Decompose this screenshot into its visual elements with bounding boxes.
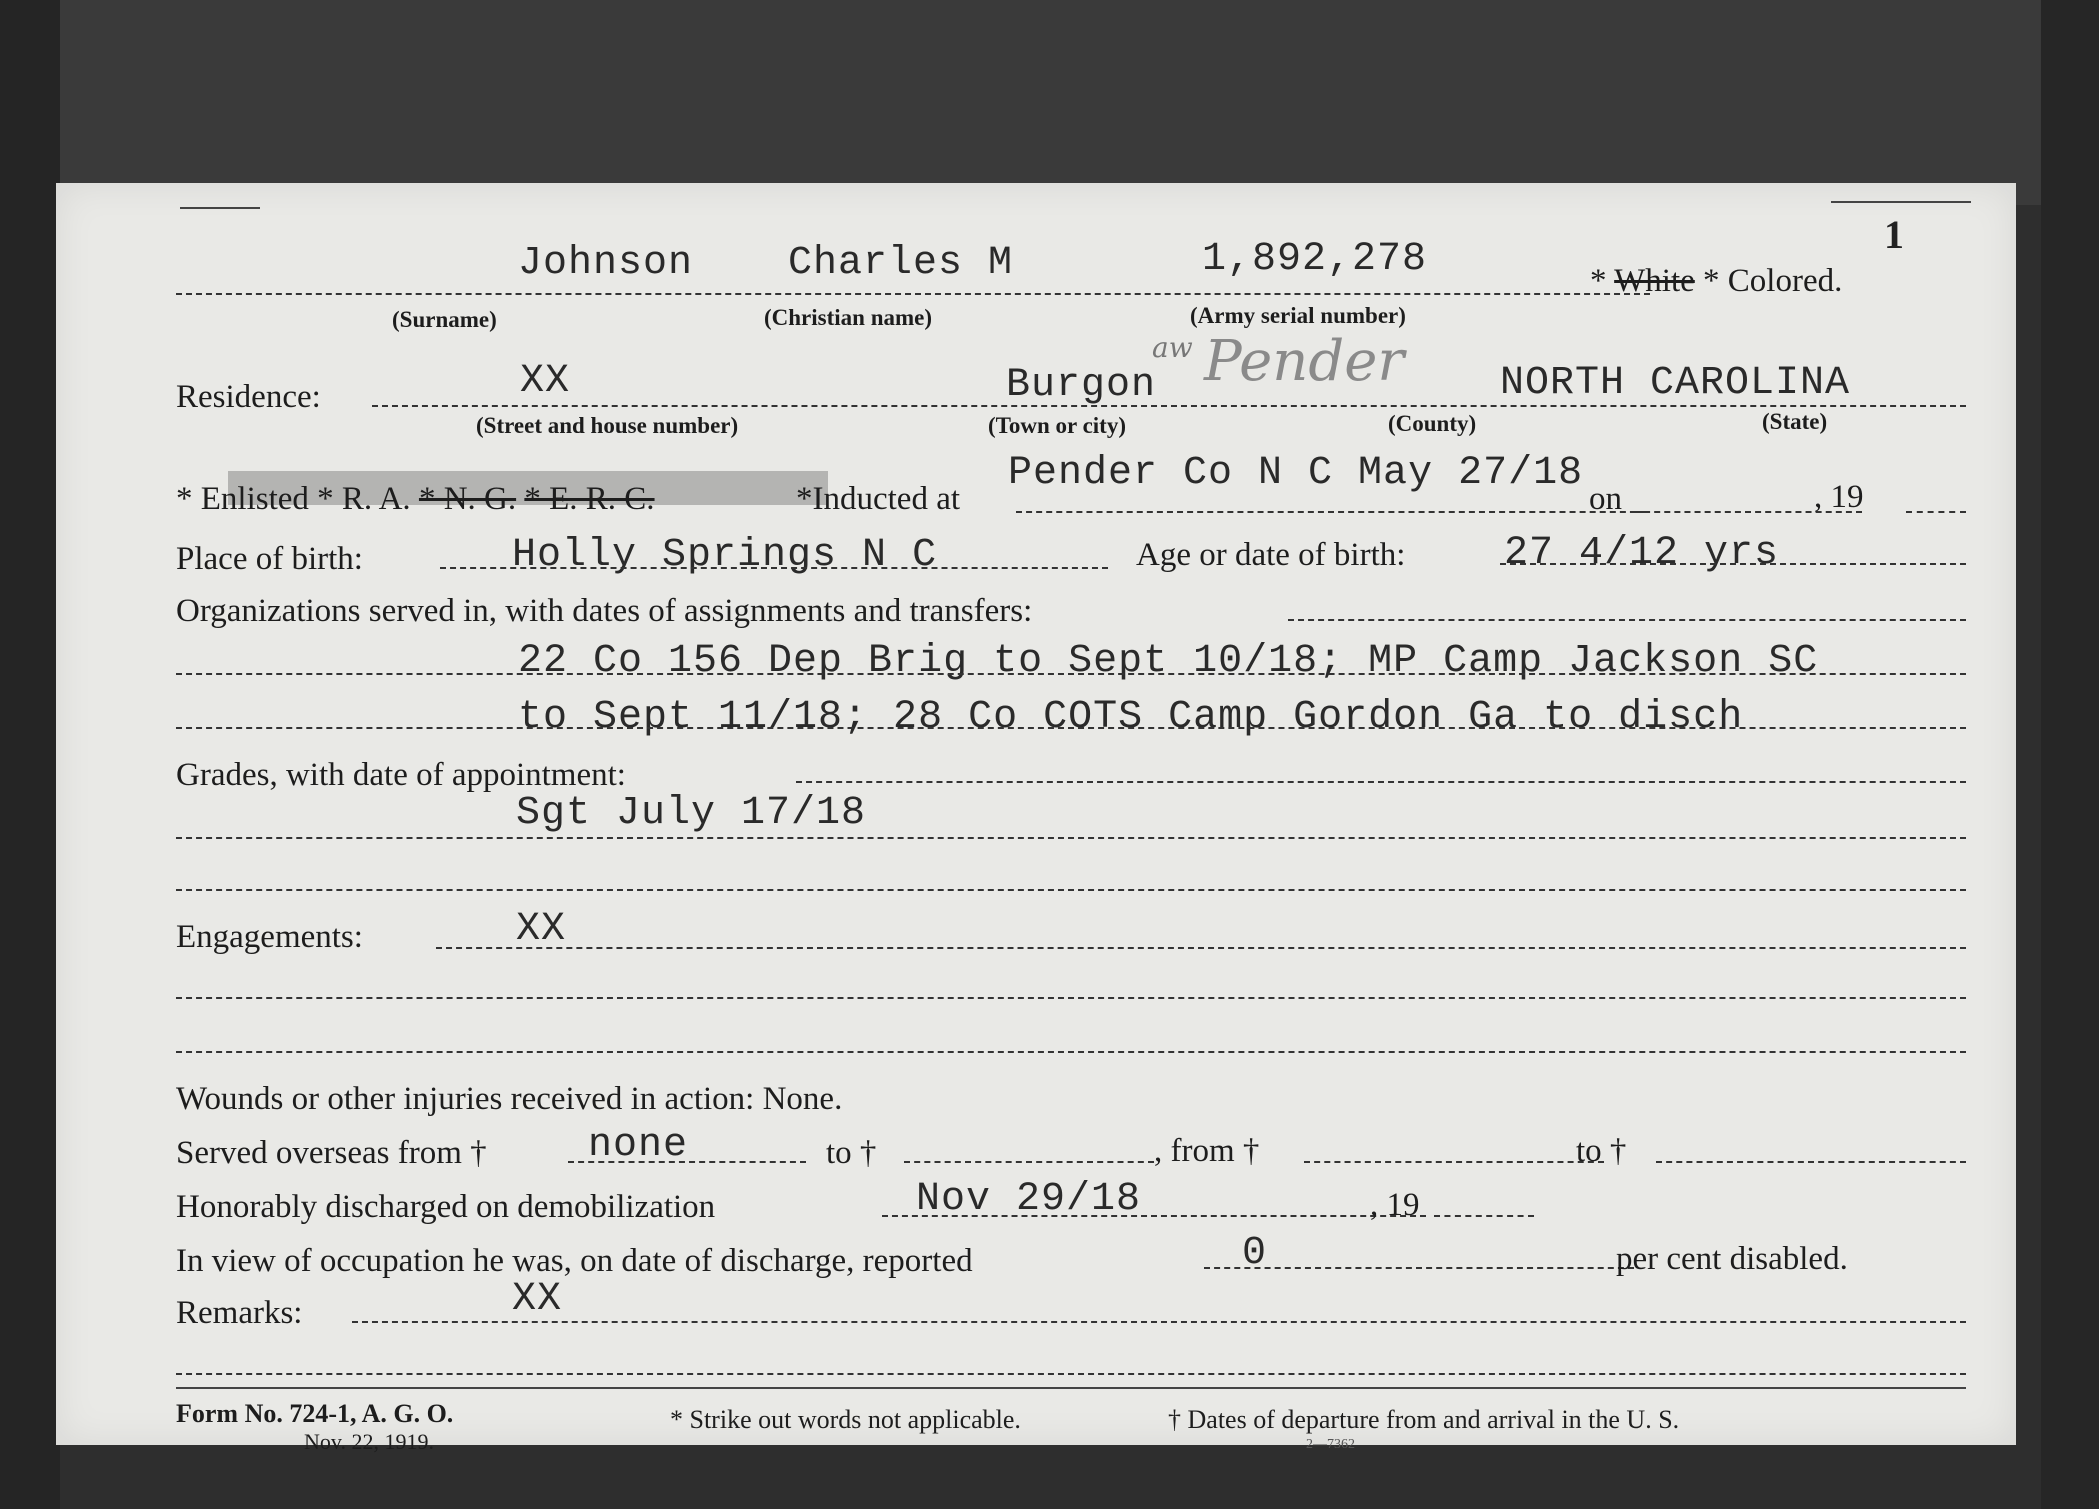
print-code: 2—7362 [1306,1437,1355,1452]
serial-number-value: 1,892,278 [1202,237,1428,282]
wounds-label: Wounds or other injuries received in action: None. [176,1081,843,1117]
overseas-from2-line [1304,1161,1604,1163]
disability-suffix: per cent disabled. [1616,1241,1848,1277]
overseas-from-value: none [588,1123,689,1168]
scanner-background-left [0,0,60,1509]
race-white-star: * [1590,263,1607,299]
christian-name-caption: (Christian name) [764,305,933,330]
engagements-label: Engagements: [176,919,363,955]
scanner-background-right [2041,0,2099,1509]
state-caption: (State) [1762,409,1828,434]
grades-label: Grades, with date of appointment: [176,757,626,793]
page-number: 1 [1884,212,1904,257]
grades-line-0 [796,781,1966,783]
place-of-birth-label: Place of birth: [176,541,363,577]
residence-state-value: NORTH CAROLINA [1500,361,1851,406]
disability-label: In view of occupation he was, on date of discharge, reported [176,1243,973,1279]
county-caption: (County) [1388,411,1477,436]
overseas-to-line [904,1161,1154,1163]
footer-rule [176,1387,1966,1389]
surname-value: Johnson [518,241,694,286]
overseas-label: Served overseas from † [176,1135,487,1171]
inducted-label: *Inducted at [796,481,961,517]
remarks-value: XX [512,1277,563,1322]
county-handwritten: Pender [1204,329,1405,394]
remarks-label: Remarks: [176,1295,303,1331]
enlisted-label [176,481,655,518]
organizations-line-2 [176,727,1966,729]
overseas-from2-label: , from † [1154,1133,1260,1169]
disability-line [1204,1267,1634,1269]
engagements-line-1 [176,997,1966,999]
dates-note: † Dates of departure from and arrival in the U. S. [1168,1405,1680,1434]
remarks-line-0 [352,1321,1966,1323]
name-line [176,293,1650,295]
inducted-value: Pender Co N C May 27/18 [1008,451,1584,496]
form-number: Form No. 724-1, A. G. O. [176,1399,454,1428]
street-caption: (Street and house number) [476,413,739,438]
organizations-label: Organizations served in, with dates of assignments and transfers: [176,593,1033,629]
enlisted-year-label: , 19 [1814,479,1864,515]
discharge-value: Nov 29/18 [916,1177,1142,1222]
discharge-label: Honorably discharged on demobilization [176,1189,716,1225]
strike-note: * Strike out words not applicable. [670,1405,1021,1434]
age-value: 27 4/12 yrs [1504,531,1780,576]
enlisted-erc-text: * E. R. C. [524,481,655,517]
discharge-year-line [1434,1215,1534,1217]
organizations-line1: 22 Co 156 Dep Brig to Sept 10/18; MP Camp Jackson SC [518,639,1819,684]
discharge-line [882,1215,1426,1217]
race-colored-text: * Colored. [1703,263,1843,299]
serial-number-caption: (Army serial number) [1190,303,1406,328]
enlisted-year-line [1906,511,1966,513]
disability-value: 0 [1242,1231,1268,1276]
organizations-line2: to Sept 11/18; 28 Co COTS Camp Gordon Ga to disch [518,695,1744,740]
surname-caption: (Surname) [392,307,497,332]
grades-line-2 [176,889,1966,891]
overseas-to2-line [1656,1161,1966,1163]
race-white-label [1590,263,1842,300]
organizations-line-1 [176,673,1966,675]
age-label: Age or date of birth: [1136,537,1406,573]
remarks-line-1 [176,1373,1966,1375]
grades-line-1 [176,837,1966,839]
scanner-background-top [0,0,2099,205]
enlisted-ng-text: * N. G. [418,481,517,517]
engagements-line-0 [436,947,1966,949]
town-correction-handwritten: aw [1152,331,1193,364]
organizations-line-0 [1288,619,1966,621]
corner-rule [180,207,260,209]
town-caption: (Town or city) [988,413,1126,438]
engagements-line-2 [176,1051,1966,1053]
corner-rule-right [1831,201,1971,203]
on-label: on [1589,481,1622,517]
enlisted-ra-text: * Enlisted * R. A. [176,481,411,517]
engagements-value: XX [516,907,567,952]
form-date: Nov. 22, 1919. [304,1429,434,1454]
age-line [1500,563,1966,565]
place-of-birth-line [440,567,1108,569]
grades-value: Sgt July 17/18 [516,791,867,836]
service-record-card [56,183,2016,1454]
discharge-year-label: , 19 [1370,1187,1420,1223]
christian-name-value: Charles M [788,241,1014,286]
overseas-to-label: to † [826,1135,877,1171]
residence-town-value: Burgon [1006,363,1157,408]
residence-street-value: XX [520,359,571,404]
inducted-line [1016,511,1646,513]
overseas-from-line [568,1161,806,1163]
race-white-text: White [1614,263,1695,299]
place-of-birth-value: Holly Springs N C [512,533,938,578]
overseas-to2-label: to † [1576,1133,1627,1169]
residence-label: Residence: [176,379,321,415]
